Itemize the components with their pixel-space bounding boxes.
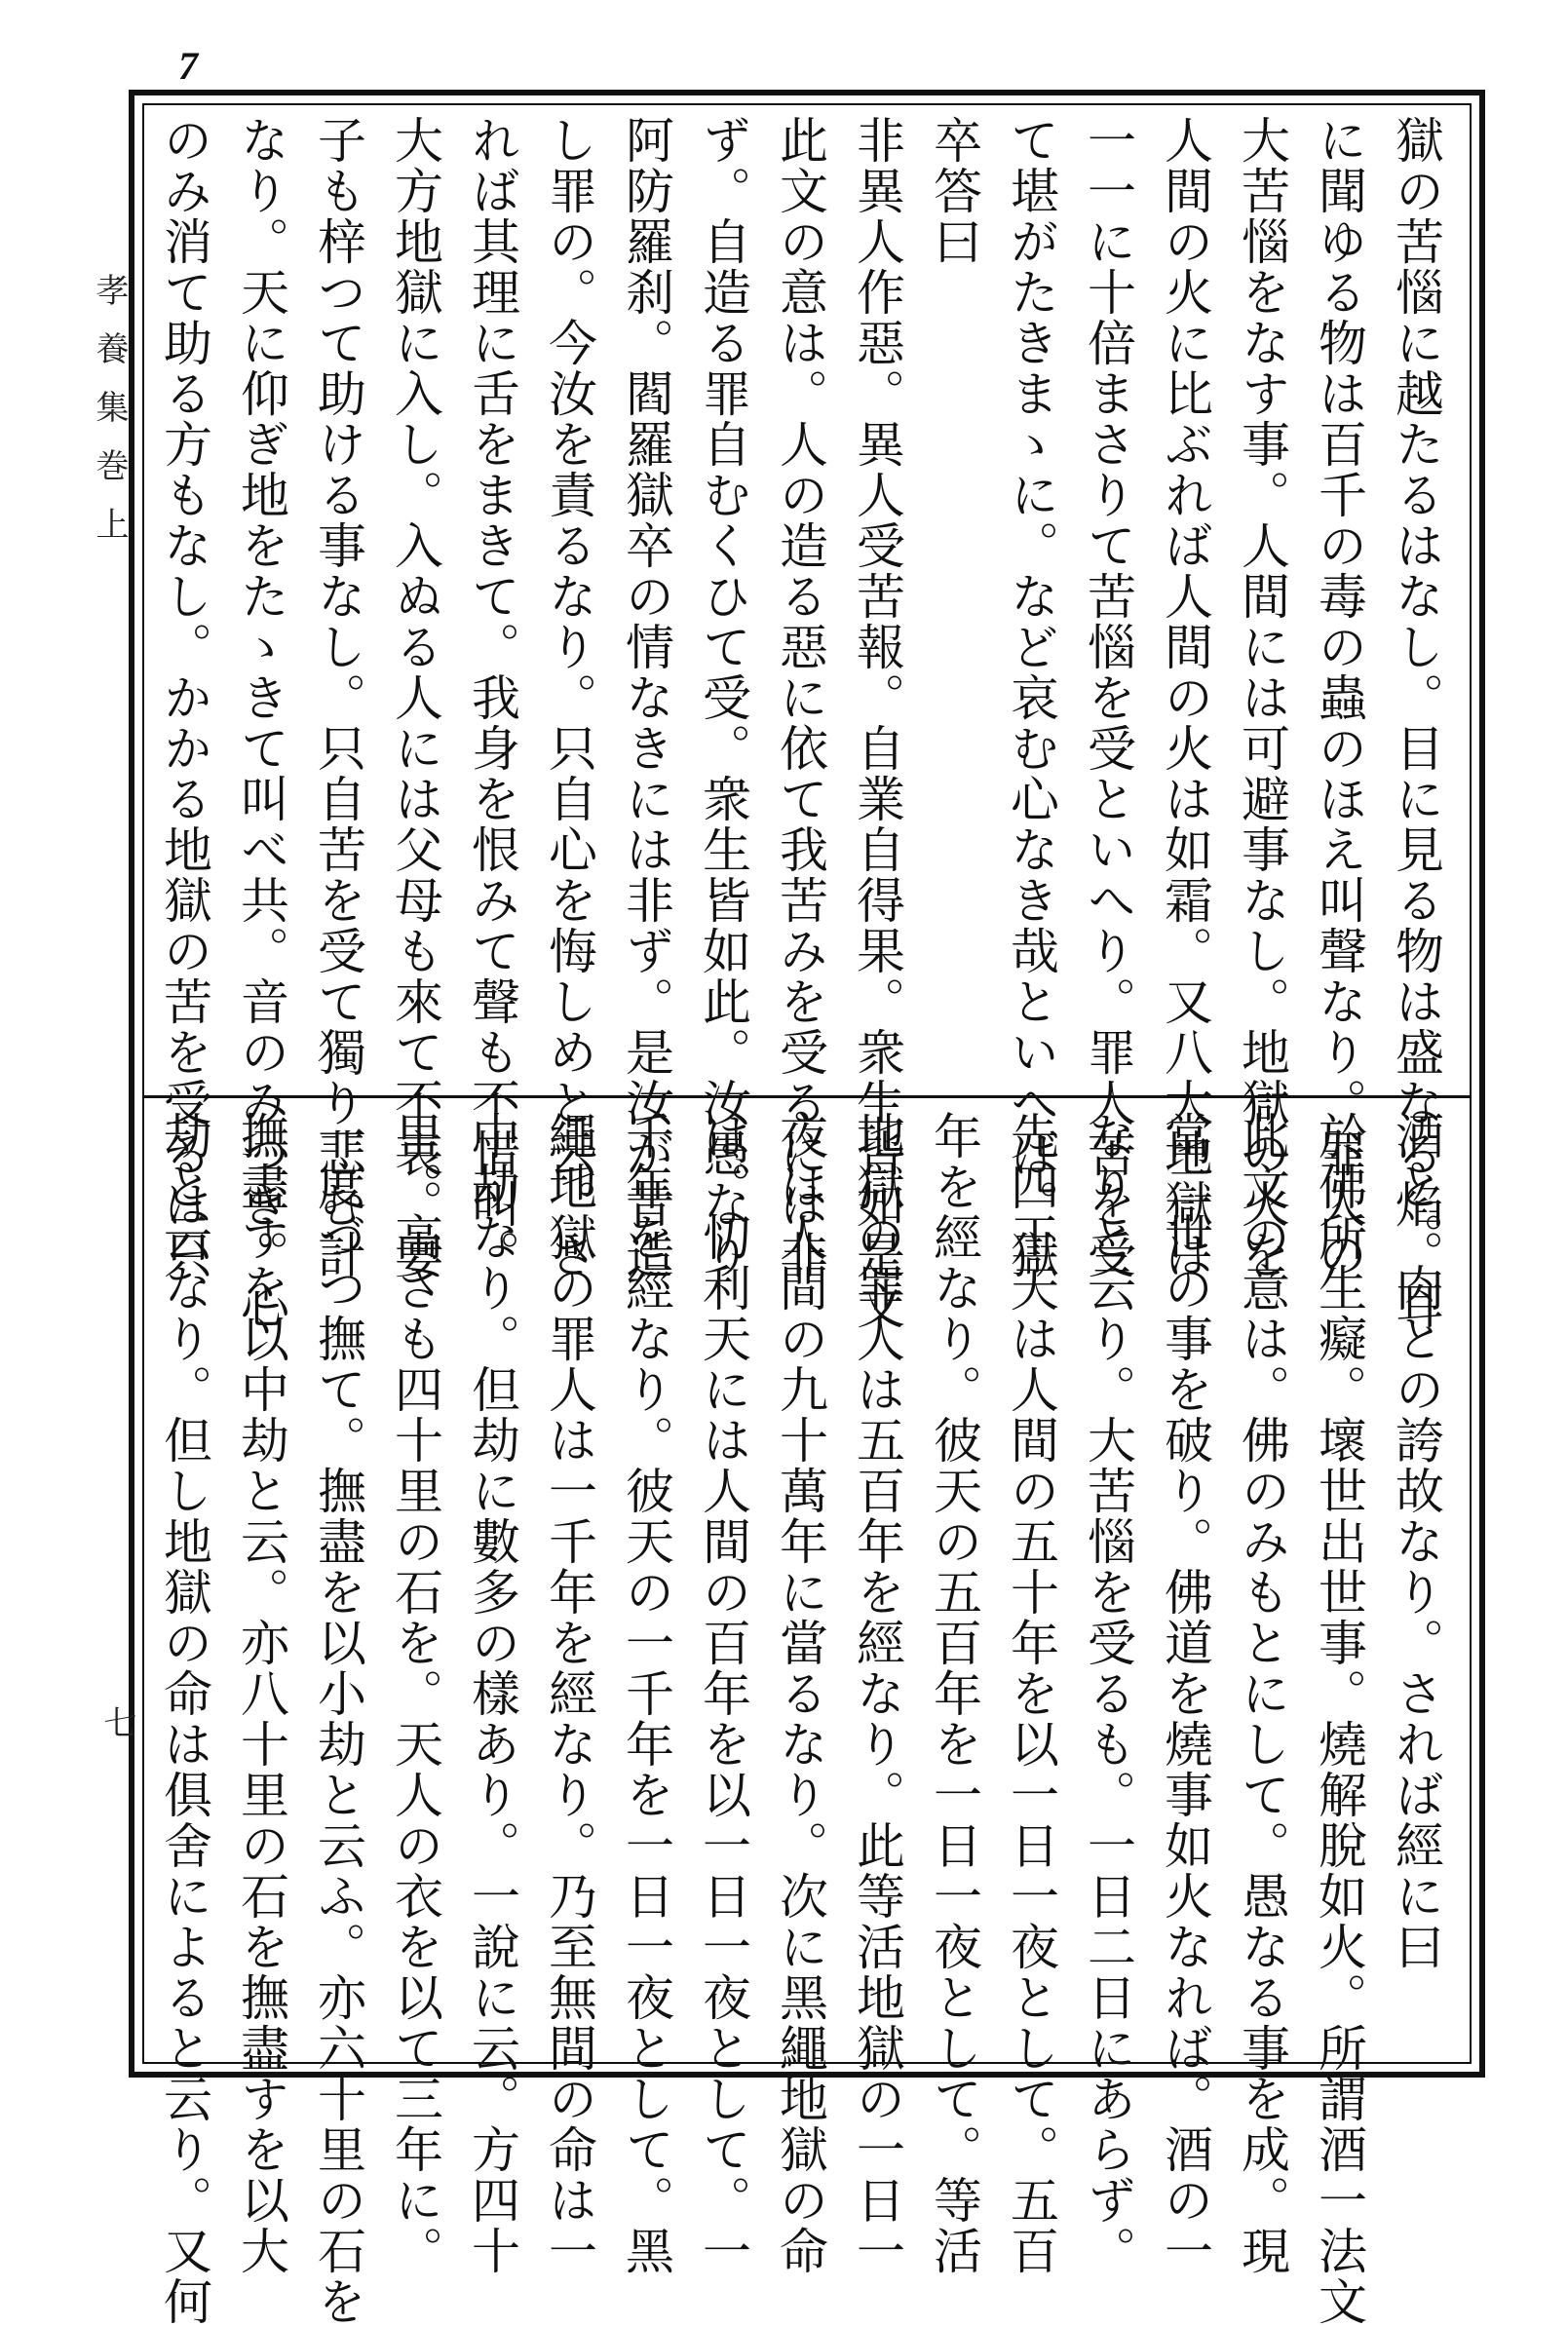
text-column: 酒と。肉との誇故なり。されば經に曰 [1388, 1111, 1444, 1972]
text-column: 大方地獄に入し。入ぬる人には父母も來て不哀。妻 [387, 115, 443, 1280]
text-column: 地獄の罪人は五百年を經なり。此等活地獄の一日一 [849, 1111, 905, 2276]
page-corner-mark: 7 [178, 44, 198, 88]
text-column: て堪がたきまゝに。など哀む心なき哉といへば。獄 [1003, 115, 1059, 1280]
text-column: 當二世の事を破り。佛道を燒事如火なれば。酒の一 [1157, 1111, 1213, 2276]
lower-text-block [156, 1111, 1454, 2327]
text-column: 先四王天は人間の五十年を以一日一夜として。五百 [1003, 1111, 1059, 2276]
text-column: 大苦惱をなす事。人間には可避事なし。地獄の火を [1234, 115, 1290, 1280]
text-column: 於佛所生癡。壞世出世事。燒解脫如火。所謂酒一法文 [1311, 1111, 1367, 2327]
text-column: 撫盡すを以中劫と云。亦八十里の石を撫盡すを以大 [233, 1111, 289, 2276]
text-column: ず。自造る罪自むくひて受。衆生皆如此。汝愚なり [695, 115, 751, 1280]
text-column: に聞ゆる物は百千の毒の蟲のほえ叫聲なり。罪人の [1311, 115, 1367, 1280]
text-column: 此文の意は。佛のみもとにして。愚なる事を成。現 [1234, 1111, 1290, 2276]
text-column: 夜は人間の九十萬年に當るなり。次に黑繩地獄の命 [772, 1111, 828, 2276]
text-column: なりと云り。大苦惱を受るも。一日二日にあらず。 [1080, 1111, 1136, 2276]
text-column: 阿防羅刹。閻羅獄卒の情なきには非ず。是汝が昔造 [618, 115, 674, 1280]
text-column: 卒答曰 [926, 115, 982, 267]
text-column: のみ消て助る方もなし。かかる地獄の苦を受るは只 [156, 115, 212, 1280]
text-column: 一一に十倍まさりて苦惱を受といへり。罪人苦を受 [1080, 115, 1136, 1280]
page-number-margin: 七 [97, 1705, 136, 1738]
text-column: 年を經なり。彼天の五百年を一日一夜として。等活 [926, 1111, 982, 2276]
text-column: 人間の火に比ぶれば人間の火は如霜。又八大地獄は [1157, 115, 1213, 1280]
text-column: 繩地獄の罪人は一千年を經なり。乃至無間の命は一 [541, 1111, 597, 2276]
text-column: 非異人作惡。異人受苦報。自業自得果。衆生皆如是文 [849, 115, 905, 1331]
text-column: 里。高さも四十里の石を。天人の衣を以て三年に。 [387, 1111, 443, 2276]
text-column: 劫と云なり。但し地獄の命は俱舍によると云り。又何 [156, 1111, 212, 2327]
upper-text-block [156, 115, 1454, 1331]
text-column: なり。天に仰ぎ地をたゝきて叫べ共。音のみつき。心 [233, 115, 289, 1331]
book-title-margin: 孝養集巻上 [90, 273, 129, 565]
text-column: は。忉利天には人間の百年を以一日一夜として。一 [695, 1111, 751, 2276]
text-column: 一度づつ撫て。撫盡を以小劫と云ふ。亦六十里の石を [310, 1111, 366, 2327]
text-column: 千年を經なり。彼天の一千年を一日一夜として。黑 [618, 1111, 674, 2276]
text-column: 此文の意は。人の造る惡に依て我苦みを受るには非 [772, 115, 828, 1280]
text-column: し罪の。今汝を責るなり。只自心を悔しめと云。さ [541, 115, 597, 1280]
text-column: 子も梓つて助ける事なし。只自苦を受て獨り悲む計 [310, 115, 366, 1280]
text-column: 獄の苦惱に越たるはなし。目に見る物は盛なる焰。耳 [1388, 115, 1444, 1331]
text-column: れば其理に舌をまきて。我身を恨みて聲も不惜叫。 [464, 115, 520, 1280]
text-column: 中劫なり。但劫に數多の樣あり。一說に云。方四十 [464, 1111, 520, 2276]
